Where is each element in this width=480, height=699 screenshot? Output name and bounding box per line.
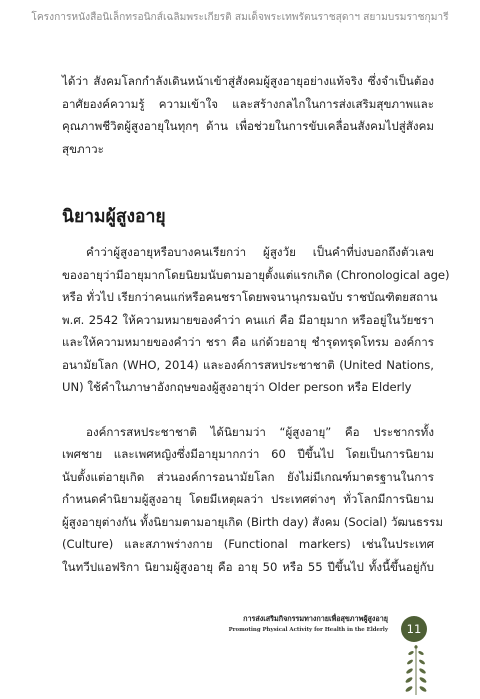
text-line: ผู้สูงอายุต่างกัน ทั้งนิยามตามอายุเกิด (Birth day) สังคม (Social) วัฒนธรรม <box>62 514 444 529</box>
text-line: และให้ความหมายของคำว่า ชรา คือ แก่ด้วยอายุ ชำรุดทรุดโทรม องค์การ <box>62 335 434 349</box>
text-line: หรือ ทั่วไป เรียกว่าคนแก่หรือคนชราโดยพจนานุกรมฉบับ ราชบัณฑิตยสถาน <box>62 290 438 304</box>
page-number: 11 <box>401 616 427 642</box>
paragraph-continuation <box>62 70 434 160</box>
text-line: อนามัยโลก (WHO, 2014) และองค์การสหประชาชาติ (United Nations, <box>62 357 434 372</box>
text-line: UN) ใช้คำในภาษาอังกฤษของผู้สูงอายุว่า Older person หรือ Elderly <box>62 380 412 394</box>
text-line: องค์การสหประชาชาติ ได้นิยามว่า “ผู้สูงอายุ” คือ ประชากรทั้ง <box>86 424 434 439</box>
paragraph-definition <box>62 241 450 399</box>
text-line: ได้ว่า สังคมโลกกำลังเดินหน้าเข้าสู่สังคมผู้สูงอายุอย่างแท้จริง ซึ่งจำเป็นต้อง <box>62 74 434 88</box>
paragraph-un-definition <box>62 421 444 579</box>
text-line: ของอายุว่ามีอายุมากโดยนิยมนับตามอายุตั้งแต่แรกเกิด (Chronological age) <box>62 267 450 282</box>
text-line: กำหนดคำนิยามผู้สูงอายุ โดยมีเหตุผลว่า ประเทศต่างๆ ทั่วโลกมีการนิยาม <box>62 492 434 506</box>
footer-book-title <box>229 614 388 633</box>
running-header: โครงการหนังสือนิเล็กทรอนิกส์เฉลิมพระเกียรติ สมเด็จพระเทพรัตนราชสุดาฯ สยามบรมราชกุมารี <box>31 12 449 23</box>
text-line: นับตั้งแต่อายุเกิด ส่วนองค์การอนามัยโลก ยังไม่มีเกณฑ์มาตรฐานในการ <box>62 469 434 484</box>
book-title-thai: การส่งเสริมกิจกรรมทางกายเพื่อสุขภาพผู้สูงอายุ <box>243 614 388 623</box>
book-title-english: Promoting Physical Activity for Health in the Elderly <box>228 627 388 633</box>
text-line: เพศชาย และเพศหญิงซึ่งมีอายุมากกว่า 60 ปีขึ้นไป โดยเป็นการนิยาม <box>62 447 434 461</box>
text-line: ในทวีปแอฟริกา นิยามผู้สูงอายุ คือ อายุ 50 หรือ 55 ปีขึ้นไป ทั้งนี้ขึ้นอยู่กับ <box>62 559 434 574</box>
text-line: (Culture) และสภาพร่างกาย (Functional markers) เช่นในประเทศ <box>62 537 434 551</box>
text-line: อาศัยองค์ความรู้ ความเข้าใจ และสร้างกลไกในการส่งเสริมสุขภาพและ <box>62 96 434 111</box>
text-line: สุขภาวะ <box>62 141 104 156</box>
text-line: คุณภาพชีวิตผู้สูงอายุในทุกๆ ด้าน เพื่อช่วยในการขับเคลื่อนสังคมไปสู่สังคม <box>62 119 434 133</box>
floral-sprig-icon <box>405 643 427 699</box>
page-body <box>62 70 450 578</box>
text-line: คำว่าผู้สูงอายุหรือบางคนเรียกว่า ผู้สูงวัย เป็นคำที่บ่งบอกถึงตัวเลข <box>86 245 434 259</box>
text-line: พ.ศ. 2542 ให้ความหมายของคำว่า คนแก่ คือ มีอายุมาก หรืออยู่ในวัยชรา <box>62 312 434 327</box>
section-heading: นิยามผู้สูงอายุ <box>62 207 166 227</box>
